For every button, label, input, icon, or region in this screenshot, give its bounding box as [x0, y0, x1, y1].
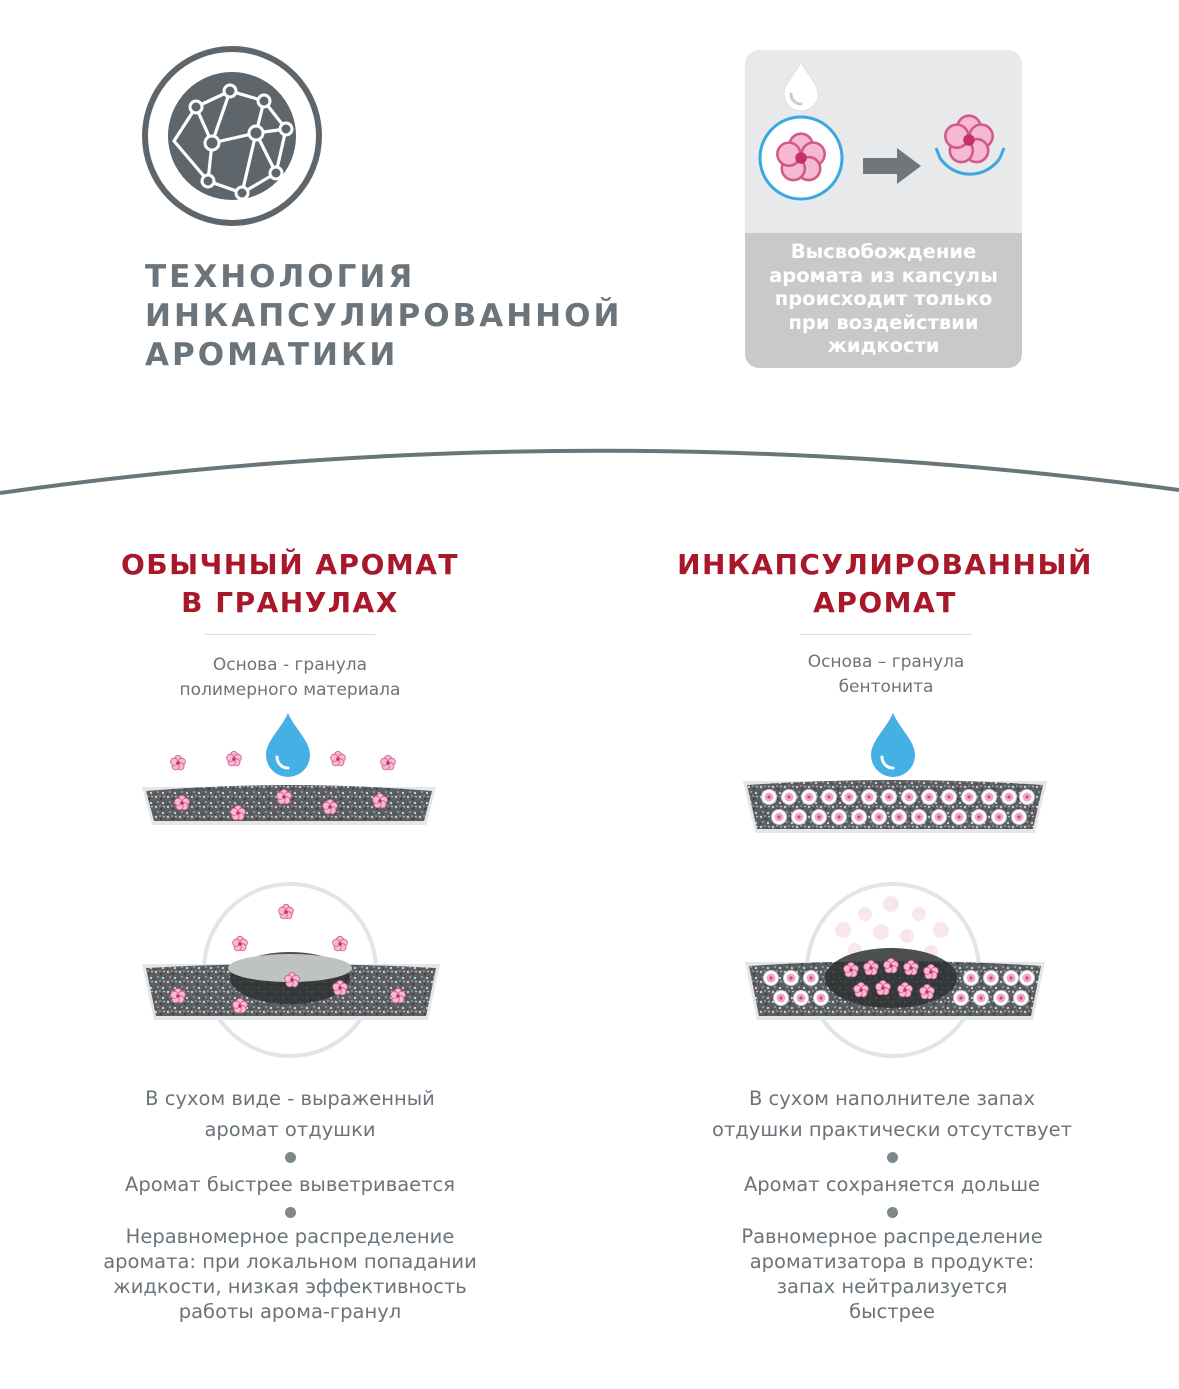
flower-release-icon	[936, 116, 1004, 174]
encapsulated-column-subtitle	[716, 650, 1056, 700]
granule-tray	[142, 952, 440, 1020]
feature-line: аромата: при локальном попадании	[103, 1250, 477, 1273]
caption-line: жидкости	[827, 334, 940, 357]
granule-tray	[745, 948, 1045, 1020]
granule-tray	[743, 780, 1047, 833]
divider	[205, 634, 375, 635]
subtitle-line: Основа – гранула	[807, 652, 965, 672]
feature-item	[40, 1083, 540, 1145]
encapsulated-granules-illustration	[735, 705, 1055, 855]
feature-line: Аромат сохраняется дольше	[743, 1173, 1041, 1196]
regular-column-subtitle	[120, 653, 460, 703]
bullet-dot	[887, 1207, 898, 1218]
regular-granules-illustration	[130, 705, 450, 855]
subtitle-line: Основа - гранула	[212, 655, 368, 675]
feature-line: Неравномерное распределение	[125, 1225, 455, 1248]
granule-tray	[142, 785, 436, 825]
feature-line: В сухом виде - выраженный	[145, 1087, 435, 1110]
title-line: АРОМАТИКИ	[145, 337, 399, 373]
title-line: ИНКАПСУЛИРОВАННЫЙ	[677, 548, 1093, 581]
title-line: ИНКАПСУЛИРОВАННОЙ	[145, 298, 623, 334]
encapsulated-column-title	[660, 546, 1110, 622]
feature-line: быстрее	[849, 1300, 935, 1323]
feature-item	[642, 1224, 1142, 1324]
water-drop-icon	[266, 713, 310, 777]
feature-line: Аромат быстрее выветривается	[125, 1173, 455, 1196]
feature-item	[40, 1224, 540, 1324]
feature-line: работы арома-гранул	[178, 1300, 402, 1323]
arrow-right-icon	[863, 148, 921, 184]
regular-column-title	[90, 546, 490, 622]
water-drop-icon	[871, 713, 915, 777]
caption-line: происходит только	[774, 287, 993, 310]
feature-item	[642, 1169, 1142, 1200]
title-line: В ГРАНУЛАХ	[181, 586, 399, 619]
feature-line: аромат отдушки	[204, 1118, 376, 1141]
encapsulated-wet-illustration	[735, 870, 1055, 1070]
feature-line: отдушки практически отсутствует	[712, 1118, 1072, 1141]
feature-line: В сухом наполнителе запах	[748, 1087, 1036, 1110]
feature-line: ароматизатора в продукте:	[749, 1250, 1035, 1273]
subtitle-line: бентонита	[838, 677, 934, 697]
feature-line: жидкости, низкая эффективность	[113, 1275, 467, 1298]
title-line: ТЕХНОЛОГИЯ	[145, 259, 416, 295]
bullet-dot	[887, 1152, 898, 1163]
molecule-sphere-icon	[138, 43, 326, 229]
bullet-dot	[285, 1207, 296, 1218]
regular-wet-illustration	[130, 870, 450, 1070]
flower-capsule-icon	[760, 117, 842, 199]
title-line: ОБЫЧНЫЙ АРОМАТ	[120, 548, 460, 581]
subtitle-line: полимерного материала	[179, 680, 401, 700]
capsule-info-card	[745, 50, 1022, 368]
feature-line: Равномерное распределение	[741, 1225, 1043, 1248]
page-title	[145, 258, 665, 375]
section-divider-curve	[0, 440, 1179, 510]
card-caption	[755, 240, 1012, 358]
caption-line: при воздействии	[788, 310, 979, 334]
title-line: АРОМАТ	[813, 586, 957, 619]
feature-item	[40, 1169, 540, 1200]
feature-item	[642, 1083, 1142, 1145]
bullet-dot	[285, 1152, 296, 1163]
caption-line: Высвобождение	[790, 240, 977, 263]
water-drop-icon	[784, 62, 818, 111]
encapsulated-feature-list	[642, 1083, 1142, 1324]
divider	[800, 634, 972, 635]
caption-line: аромата из капсулы	[769, 263, 998, 287]
regular-feature-list	[40, 1083, 540, 1324]
feature-line: запах нейтрализуется	[776, 1275, 1008, 1298]
